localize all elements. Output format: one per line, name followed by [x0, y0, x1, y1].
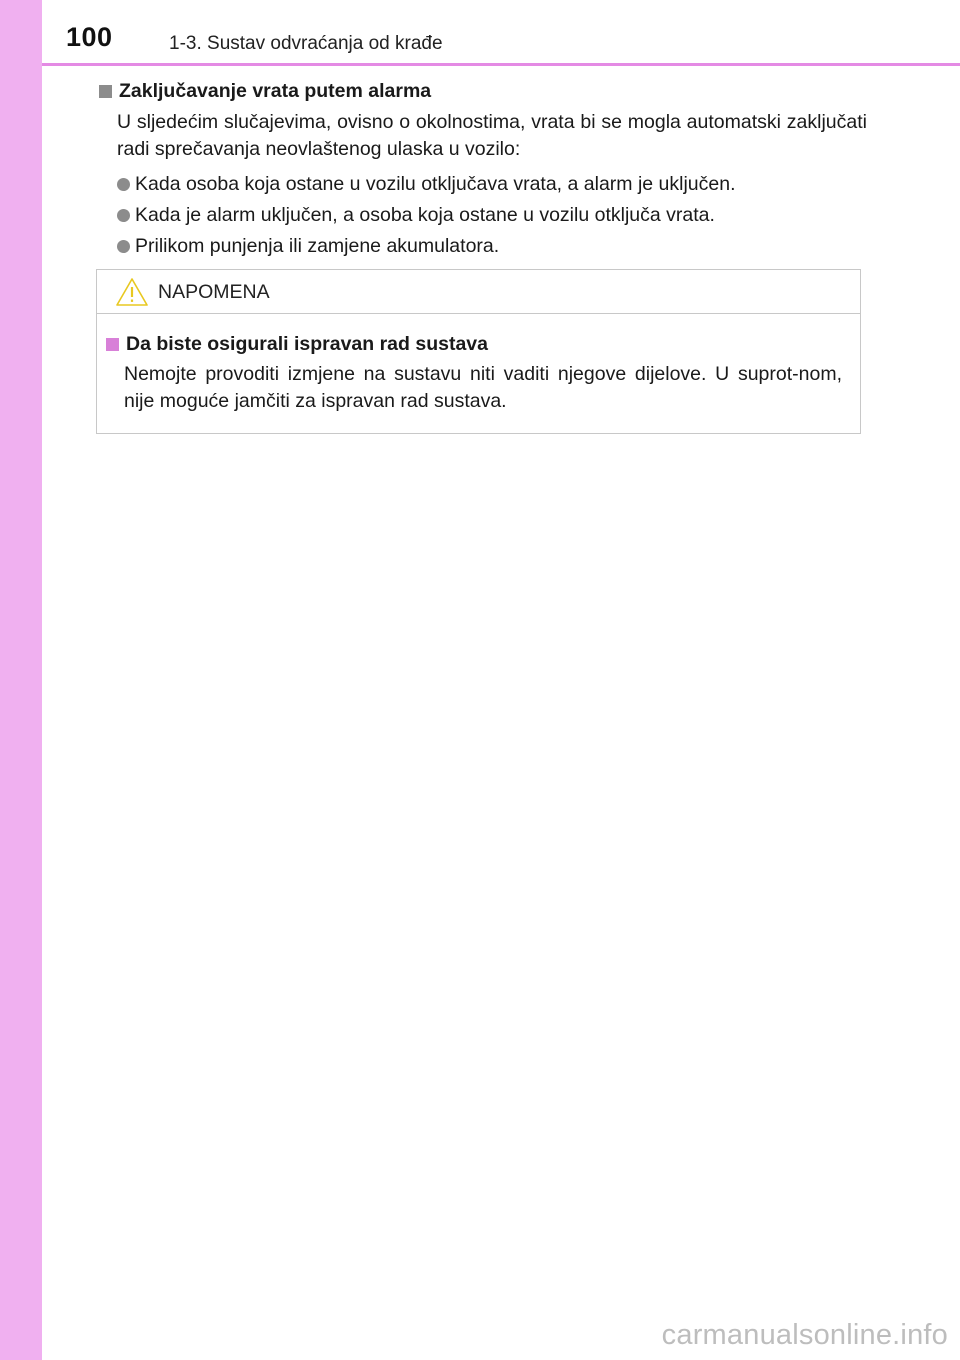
page-number: 100 [66, 22, 113, 52]
notice-heading-text: Da biste osigurali ispravan rad sustava [126, 332, 488, 355]
list-item-text: Prilikom punjenja ili zamjene akumulatora. [135, 235, 500, 257]
square-bullet-icon [99, 85, 112, 98]
list-item-text: Kada je alarm uključen, a osoba koja ostane u vozilu otključa vrata. [135, 204, 715, 226]
side-color-bar [0, 0, 42, 1360]
page-header [42, 0, 960, 64]
warning-triangle-icon [115, 277, 149, 307]
round-bullet-icon [117, 178, 130, 191]
chapter-title: 1-3. Sustav odvraćanja od krađe [169, 33, 443, 54]
list-item [117, 231, 867, 262]
section-heading [97, 78, 867, 104]
notice-content [97, 314, 860, 415]
notice-box [96, 269, 861, 434]
section-heading-text: Zaključavanje vrata putem alarma [119, 79, 432, 102]
alarm-door-lock-section [97, 78, 867, 262]
round-bullet-icon [117, 240, 130, 253]
section-body: U sljedećim slučajevima, ovisno o okolnostima, vrata bi se mogla automatski zaključati radi sprečavanja neovlaštenog ulaska u vozilo: [117, 111, 867, 160]
list-item [117, 169, 867, 200]
square-bullet-icon [106, 338, 119, 351]
list-item-text: Kada osoba koja ostane u vozilu otključava vrata, a alarm je uključen. [135, 173, 736, 195]
watermark: carmanualsonline.info [661, 1319, 948, 1351]
notice-heading [106, 331, 842, 357]
bullet-list [97, 169, 867, 262]
notice-label: NAPOMENA [158, 281, 270, 303]
notice-body: Nemojte provoditi izmjene na sustavu niti vaditi njegove dijelove. U suprot-nom, nije moguće jamčiti za ispravan rad sustava. [124, 363, 842, 412]
notice-header [97, 270, 860, 314]
list-item [117, 200, 867, 231]
header-divider [42, 63, 960, 66]
round-bullet-icon [117, 209, 130, 222]
